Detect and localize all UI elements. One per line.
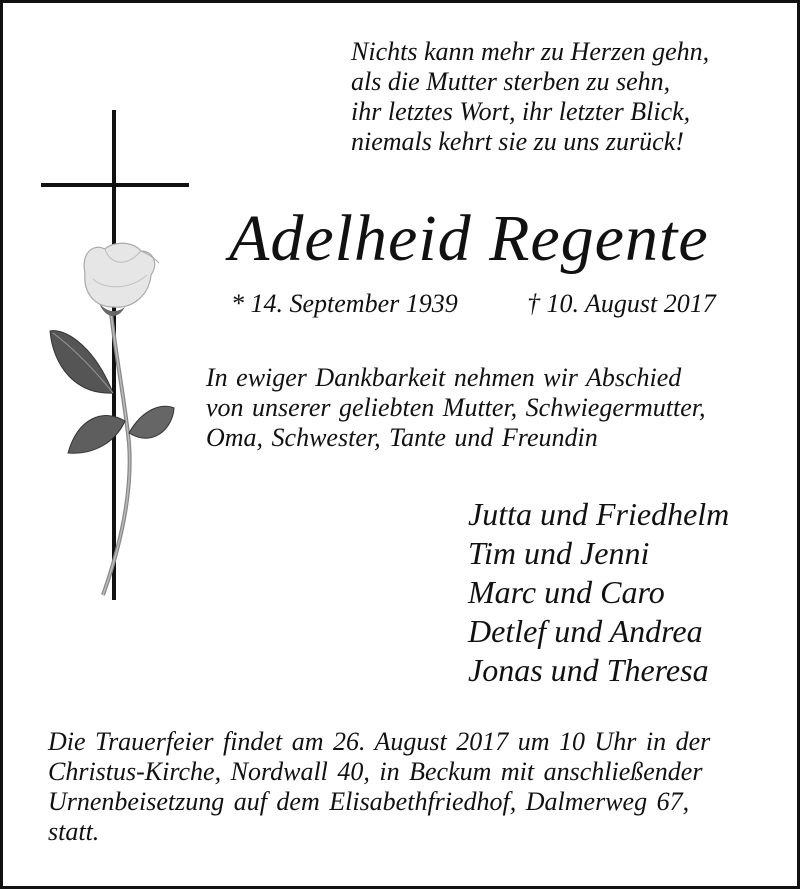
poem-line: Nichts kann mehr zu Herzen gehn, — [351, 37, 710, 66]
mourner-entry: Tim und Jenni — [468, 535, 650, 571]
farewell-line: In ewiger Dankbarkeit nehmen wir Abschied — [206, 363, 682, 392]
deceased-name: Adelheid Regente — [229, 202, 709, 275]
mourner-entry: Marc und Caro — [468, 574, 665, 610]
mourner-entry: Jutta und Friedhelm — [468, 496, 730, 532]
cross-with-rose-artwork — [33, 103, 193, 608]
funeral-line: statt. — [48, 817, 100, 846]
funeral-details — [48, 727, 768, 847]
funeral-line: Christus-Kirche, Nordwall 40, in Beckum mit anschließender — [48, 757, 703, 786]
memorial-poem — [351, 37, 771, 157]
poem-line: als die Mutter sterben zu sehn, — [351, 67, 671, 96]
farewell-line: Oma, Schwester, Tante und Freundin — [206, 423, 598, 452]
mourner-entry: Jonas und Theresa — [468, 652, 709, 688]
mourner-entry: Detlef und Andrea — [468, 613, 703, 649]
poem-line: ihr letztes Wort, ihr letzter Blick, — [351, 97, 691, 126]
poem-line: niemals kehrt sie zu uns zurück! — [351, 127, 684, 156]
mourners-list — [468, 495, 729, 690]
funeral-line: Die Trauerfeier findet am 26. August 2017 um 10 Uhr in der — [48, 727, 711, 756]
death-date: † 10. August 2017 — [527, 289, 716, 318]
funeral-line: Urnenbeisetzung auf dem Elisabethfriedhof, Dalmerweg 67, — [48, 787, 690, 816]
birth-date: * 14. September 1939 — [231, 289, 458, 318]
farewell-text — [206, 363, 766, 453]
farewell-line: von unserer geliebten Mutter, Schwiegermutter, — [206, 393, 706, 422]
